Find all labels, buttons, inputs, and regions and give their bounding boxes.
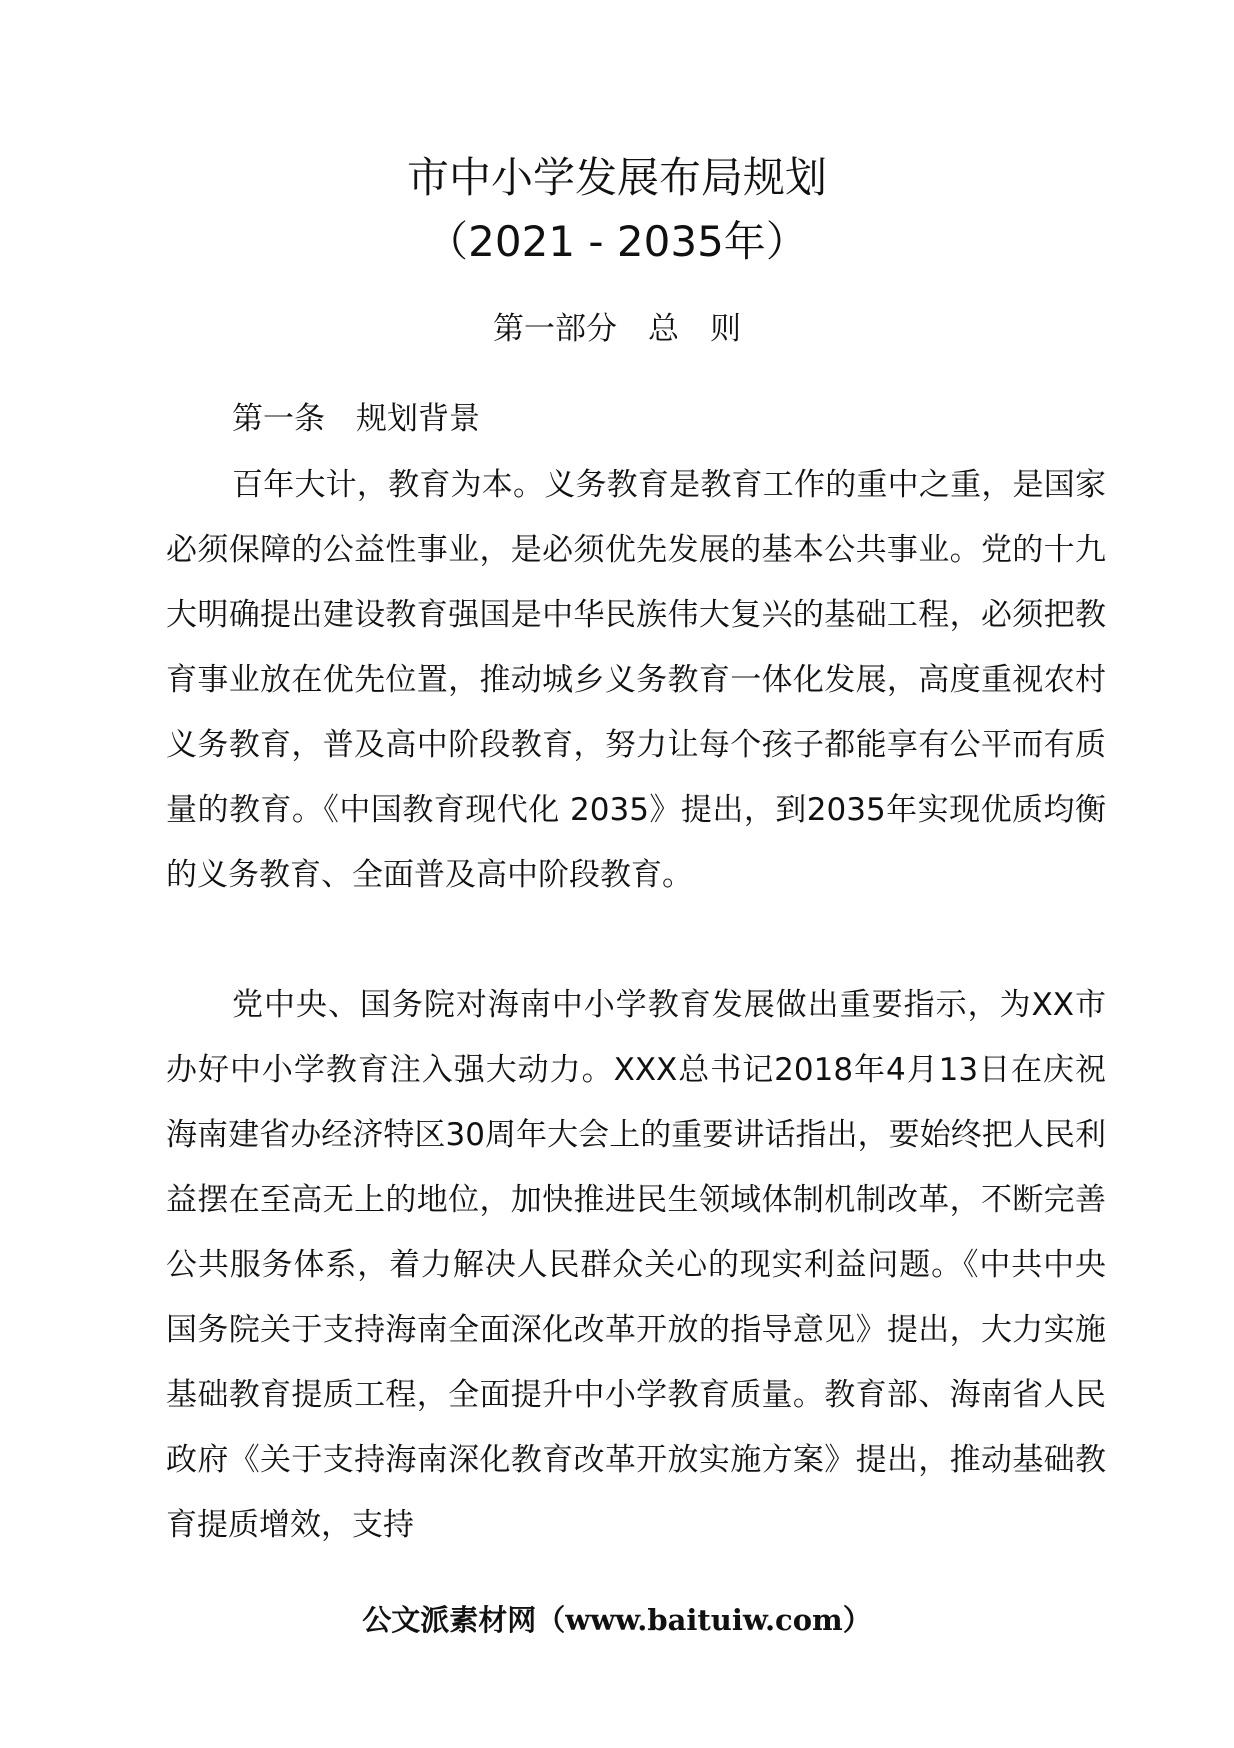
body-paragraph-2: 党中央、国务院对海南中小学教育发展做出重要指示，为XX市办好中小学教育注入强大动力。XXX总书记2018年4月13日在庆祝海南建省办经济特区30周年大会上的重要讲话指出，要始终把人民利益摆在至高无上的地位，加快推进民生领域体制机制改革，不断完善公共服务体系，着力解决人民群众关心的现实利益问题。《中共中央 国务院关于支持海南全面深化改革开放的指导意见》提出，大力实施基础教育提质工程，全面提升中小学教育质量。教育部、海南省人民政府《关于支持海南深化教育改革开放实施方案》提出，推动基础教育提质增效，支持 (166, 987, 1106, 1543)
body-paragraph-1: 百年大计，教育为本。义务教育是教育工作的重中之重，是国家必须保障的公益性事业，是必须优先发展的基本公共事业。党的十九大明确提出建设教育强国是中华民族伟大复兴的基础工程，必须把教育事业放在优先位置，推动城乡义务教育一体化发展，高度重视农村义务教育，普及高中阶段教育，努力让每个孩子都能享有公平而有质量的教育。《中国教育现代化 2035》提出，到2035年实现优质均衡的义务教育、全面普及高中阶段教育。 (166, 467, 1106, 893)
article-heading: 第一条 规划背景 (232, 401, 480, 437)
document-subtitle: （2021 - 2035年） (426, 217, 808, 266)
document-title: 市中小学发展布局规划 (406, 153, 827, 202)
part-heading: 第一部分 总 则 (493, 311, 741, 347)
footer-watermark: 公文派素材网（www.baituiw.com） (362, 1603, 872, 1637)
